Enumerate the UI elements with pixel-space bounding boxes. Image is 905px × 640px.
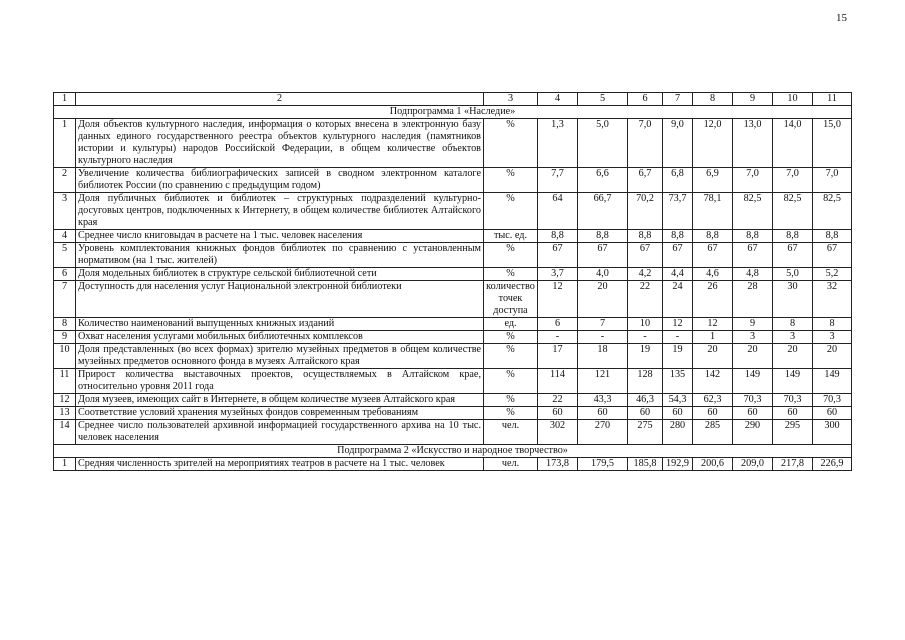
unit-cell: чел.	[484, 458, 538, 471]
value-cell: 8,8	[578, 230, 628, 243]
indicator-name: Среднее число пользователей архивной информацией государственного архива на 10 тыс. человек населения	[76, 420, 484, 445]
value-cell: 9	[733, 318, 773, 331]
table-row	[54, 281, 852, 318]
value-cell: 149	[773, 369, 813, 394]
row-number: 6	[54, 268, 76, 281]
header-cell: 2	[76, 93, 484, 106]
value-cell: 17	[538, 344, 578, 369]
value-cell: 67	[538, 243, 578, 268]
section-title: Подпрограмма 2 «Искусство и народное творчество»	[54, 445, 852, 458]
table-row	[54, 369, 852, 394]
value-cell: 5,0	[578, 119, 628, 168]
value-cell: 15,0	[813, 119, 852, 168]
value-cell: 54,3	[663, 394, 693, 407]
value-cell: 8,8	[538, 230, 578, 243]
value-cell: -	[538, 331, 578, 344]
row-number: 8	[54, 318, 76, 331]
table-row	[54, 407, 852, 420]
unit-cell: %	[484, 344, 538, 369]
value-cell: -	[578, 331, 628, 344]
unit-cell: %	[484, 243, 538, 268]
value-cell: 8,8	[733, 230, 773, 243]
value-cell: 24	[663, 281, 693, 318]
value-cell: -	[663, 331, 693, 344]
value-cell: 173,8	[538, 458, 578, 471]
table-row	[54, 168, 852, 193]
value-cell: 67	[663, 243, 693, 268]
value-cell: 8	[813, 318, 852, 331]
indicator-name: Доля модельных библиотек в структуре сельской библиотечной сети	[76, 268, 484, 281]
row-number: 5	[54, 243, 76, 268]
indicator-name: Уровень комплектования книжных фондов библиотек по сравнению с установленным нормативом (на 1 тыс. жителей)	[76, 243, 484, 268]
value-cell: 6,7	[628, 168, 663, 193]
value-cell: 8,8	[693, 230, 733, 243]
value-cell: 192,9	[663, 458, 693, 471]
value-cell: 3	[773, 331, 813, 344]
table-row	[54, 230, 852, 243]
value-cell: 60	[663, 407, 693, 420]
row-number: 1	[54, 119, 76, 168]
value-cell: 185,8	[628, 458, 663, 471]
value-cell: -	[628, 331, 663, 344]
value-cell: 10	[628, 318, 663, 331]
header-cell: 11	[813, 93, 852, 106]
value-cell: 8,8	[773, 230, 813, 243]
table-row	[54, 420, 852, 445]
indicator-name: Среднее число книговыдач в расчете на 1 тыс. человек населения	[76, 230, 484, 243]
table-row	[54, 119, 852, 168]
value-cell: 60	[538, 407, 578, 420]
value-cell: 9,0	[663, 119, 693, 168]
value-cell: 7,0	[813, 168, 852, 193]
indicator-name: Доля публичных библиотек и библиотек – структурных подразделений культурно-досуговых центров, подключенных к Интернету, в общем количестве библиотек Алтайского края	[76, 193, 484, 230]
unit-cell: %	[484, 193, 538, 230]
value-cell: 70,2	[628, 193, 663, 230]
value-cell: 8,8	[663, 230, 693, 243]
value-cell: 70,3	[733, 394, 773, 407]
value-cell: 66,7	[578, 193, 628, 230]
value-cell: 28	[733, 281, 773, 318]
value-cell: 149	[733, 369, 773, 394]
indicator-name: Охват населения услугами мобильных библиотечных комплексов	[76, 331, 484, 344]
value-cell: 14,0	[773, 119, 813, 168]
row-number: 11	[54, 369, 76, 394]
value-cell: 300	[813, 420, 852, 445]
header-cell: 6	[628, 93, 663, 106]
value-cell: 60	[773, 407, 813, 420]
value-cell: 22	[538, 394, 578, 407]
value-cell: 78,1	[693, 193, 733, 230]
value-cell: 5,0	[773, 268, 813, 281]
value-cell: 12	[663, 318, 693, 331]
value-cell: 60	[628, 407, 663, 420]
value-cell: 3	[733, 331, 773, 344]
value-cell: 3,7	[538, 268, 578, 281]
row-number: 13	[54, 407, 76, 420]
header-cell: 9	[733, 93, 773, 106]
indicator-name: Количество наименований выпущенных книжных изданий	[76, 318, 484, 331]
unit-cell: %	[484, 407, 538, 420]
value-cell: 82,5	[813, 193, 852, 230]
value-cell: 67	[578, 243, 628, 268]
value-cell: 12	[538, 281, 578, 318]
indicator-name: Доля объектов культурного наследия, информация о которых внесена в электронную базу данных единого государственного реестра объектов культурного наследия (памятников истории и культуры) народов Российской Федерации, в общем количестве объектов культурного наследия	[76, 119, 484, 168]
value-cell: 285	[693, 420, 733, 445]
header-cell: 5	[578, 93, 628, 106]
unit-cell: %	[484, 168, 538, 193]
row-number: 12	[54, 394, 76, 407]
indicator-name: Увеличение количества библиографических записей в сводном электронном каталоге библиотек России (по сравнению с предыдущим годом)	[76, 168, 484, 193]
value-cell: 60	[813, 407, 852, 420]
value-cell: 142	[693, 369, 733, 394]
unit-cell: тыс. ед.	[484, 230, 538, 243]
row-number: 7	[54, 281, 76, 318]
unit-cell: %	[484, 331, 538, 344]
value-cell: 295	[773, 420, 813, 445]
table-row	[54, 331, 852, 344]
value-cell: 19	[628, 344, 663, 369]
value-cell: 20	[578, 281, 628, 318]
table-row	[54, 394, 852, 407]
value-cell: 43,3	[578, 394, 628, 407]
unit-cell: %	[484, 119, 538, 168]
row-number: 9	[54, 331, 76, 344]
value-cell: 82,5	[773, 193, 813, 230]
value-cell: 67	[813, 243, 852, 268]
row-number: 2	[54, 168, 76, 193]
value-cell: 60	[693, 407, 733, 420]
value-cell: 3	[813, 331, 852, 344]
row-number: 1	[54, 458, 76, 471]
header-cell: 3	[484, 93, 538, 106]
value-cell: 46,3	[628, 394, 663, 407]
indicator-name: Доля представленных (во всех формах) зрителю музейных предметов в общем количестве музейных предметов основного фонда в музеях Алтайского края	[76, 344, 484, 369]
section-title-row	[54, 445, 852, 458]
table-row	[54, 268, 852, 281]
indicators-table	[53, 92, 852, 471]
value-cell: 67	[628, 243, 663, 268]
header-row	[54, 93, 852, 106]
page-number: 15	[836, 12, 847, 24]
value-cell: 8,8	[813, 230, 852, 243]
value-cell: 64	[538, 193, 578, 230]
indicator-name: Соответствие условий хранения музейных фондов современным требованиям	[76, 407, 484, 420]
value-cell: 20	[813, 344, 852, 369]
value-cell: 302	[538, 420, 578, 445]
table-row	[54, 193, 852, 230]
value-cell: 280	[663, 420, 693, 445]
value-cell: 12	[693, 318, 733, 331]
table-row	[54, 318, 852, 331]
value-cell: 4,0	[578, 268, 628, 281]
value-cell: 200,6	[693, 458, 733, 471]
value-cell: 209,0	[733, 458, 773, 471]
value-cell: 6	[538, 318, 578, 331]
value-cell: 82,5	[733, 193, 773, 230]
value-cell: 62,3	[693, 394, 733, 407]
value-cell: 70,3	[813, 394, 852, 407]
header-cell: 7	[663, 93, 693, 106]
value-cell: 4,2	[628, 268, 663, 281]
header-cell: 4	[538, 93, 578, 106]
unit-cell: %	[484, 268, 538, 281]
header-cell: 10	[773, 93, 813, 106]
value-cell: 1,3	[538, 119, 578, 168]
unit-cell: чел.	[484, 420, 538, 445]
unit-cell: количество точек доступа	[484, 281, 538, 318]
value-cell: 19	[663, 344, 693, 369]
value-cell: 32	[813, 281, 852, 318]
value-cell: 226,9	[813, 458, 852, 471]
value-cell: 270	[578, 420, 628, 445]
value-cell: 20	[733, 344, 773, 369]
indicator-name: Прирост количества выставочных проектов, осуществляемых в Алтайском крае, относительно уровня 2011 года	[76, 369, 484, 394]
value-cell: 7	[578, 318, 628, 331]
value-cell: 73,7	[663, 193, 693, 230]
value-cell: 1	[693, 331, 733, 344]
row-number: 14	[54, 420, 76, 445]
unit-cell: ед.	[484, 318, 538, 331]
table-row	[54, 458, 852, 471]
row-number: 3	[54, 193, 76, 230]
value-cell: 60	[733, 407, 773, 420]
value-cell: 8,8	[628, 230, 663, 243]
unit-cell: %	[484, 394, 538, 407]
value-cell: 4,8	[733, 268, 773, 281]
table-row	[54, 243, 852, 268]
section-title-row	[54, 106, 852, 119]
indicator-name: Средняя численность зрителей на мероприятиях театров в расчете на 1 тыс. человек	[76, 458, 484, 471]
value-cell: 4,4	[663, 268, 693, 281]
row-number: 4	[54, 230, 76, 243]
value-cell: 7,0	[733, 168, 773, 193]
value-cell: 67	[773, 243, 813, 268]
indicator-name: Доступность для населения услуг Национальной электронной библиотеки	[76, 281, 484, 318]
value-cell: 7,7	[538, 168, 578, 193]
section-title: Подпрограмма 1 «Наследие»	[54, 106, 852, 119]
header-cell: 8	[693, 93, 733, 106]
value-cell: 4,6	[693, 268, 733, 281]
value-cell: 217,8	[773, 458, 813, 471]
value-cell: 30	[773, 281, 813, 318]
value-cell: 5,2	[813, 268, 852, 281]
value-cell: 6,6	[578, 168, 628, 193]
value-cell: 60	[578, 407, 628, 420]
value-cell: 8	[773, 318, 813, 331]
unit-cell: %	[484, 369, 538, 394]
value-cell: 7,0	[773, 168, 813, 193]
value-cell: 135	[663, 369, 693, 394]
value-cell: 22	[628, 281, 663, 318]
value-cell: 6,8	[663, 168, 693, 193]
value-cell: 6,9	[693, 168, 733, 193]
value-cell: 13,0	[733, 119, 773, 168]
row-number: 10	[54, 344, 76, 369]
value-cell: 149	[813, 369, 852, 394]
value-cell: 114	[538, 369, 578, 394]
value-cell: 18	[578, 344, 628, 369]
value-cell: 26	[693, 281, 733, 318]
value-cell: 20	[773, 344, 813, 369]
value-cell: 67	[693, 243, 733, 268]
value-cell: 290	[733, 420, 773, 445]
value-cell: 67	[733, 243, 773, 268]
table-row	[54, 344, 852, 369]
value-cell: 12,0	[693, 119, 733, 168]
indicator-name: Доля музеев, имеющих сайт в Интернете, в общем количестве музеев Алтайского края	[76, 394, 484, 407]
value-cell: 7,0	[628, 119, 663, 168]
value-cell: 275	[628, 420, 663, 445]
value-cell: 179,5	[578, 458, 628, 471]
value-cell: 128	[628, 369, 663, 394]
header-cell: 1	[54, 93, 76, 106]
value-cell: 20	[693, 344, 733, 369]
value-cell: 121	[578, 369, 628, 394]
value-cell: 70,3	[773, 394, 813, 407]
